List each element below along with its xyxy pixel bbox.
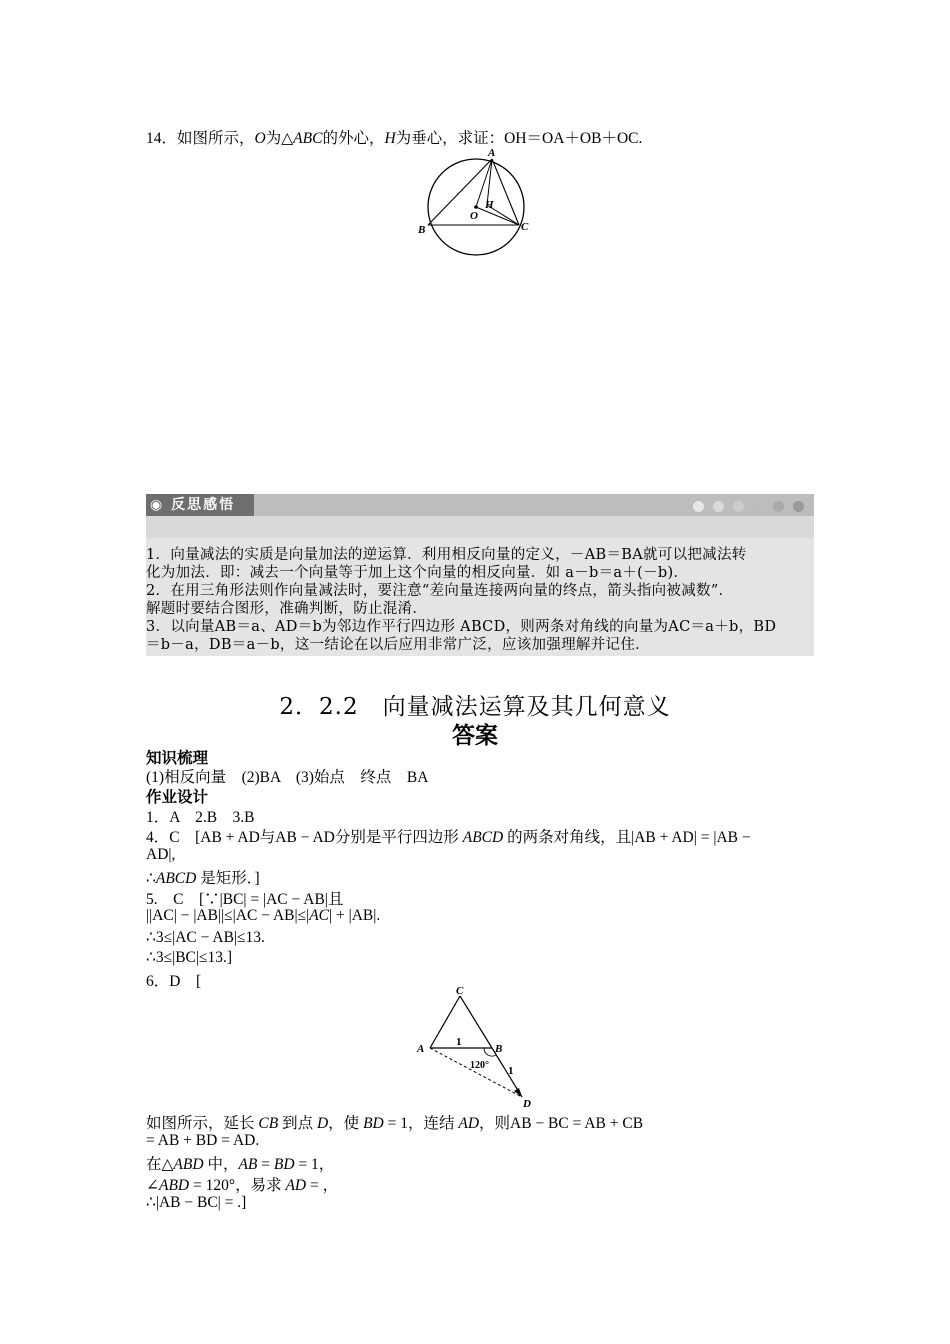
- answer-line: AD|,: [146, 846, 176, 863]
- reflection-tab: ◉ 反思感悟: [146, 494, 254, 516]
- label-b: B: [418, 224, 426, 236]
- reflection-box: [146, 494, 814, 656]
- answer-line: = AB + BD = AD.: [146, 1132, 260, 1149]
- dot-icon: [773, 501, 784, 512]
- heading-knowledge: 知识梳理: [146, 749, 209, 767]
- label-c: C: [521, 221, 529, 233]
- label-a: A: [488, 147, 496, 159]
- label-length-ab: 1: [456, 1036, 462, 1048]
- label-d: D: [523, 1098, 531, 1110]
- answer-line: 4．C [AB + AD与AB − AD分别是平行四边形 ABCD 的两条对角线，且|AB + AD| = |AB −: [146, 829, 751, 846]
- circumcircle-figure: [415, 145, 540, 260]
- label-length-bd: 1: [508, 1065, 514, 1077]
- answer-line: 5. C [∵|BC| = |AC − AB|且: [146, 891, 344, 908]
- reflection-shade: [146, 516, 814, 538]
- section-title: 2．2.2 向量减法运算及其几何意义: [279, 694, 671, 720]
- answer-line: ∴|AB − BC| = .]: [146, 1194, 247, 1211]
- label-h: H: [485, 199, 494, 211]
- arrowhead-icon: [514, 1088, 522, 1097]
- label-b: B: [495, 1043, 503, 1055]
- label-angle: 120°: [470, 1060, 489, 1071]
- reflection-line: 化为加法．即：减去一个向量等于加上这个向量的相反向量．如 a－b＝a＋(－b)．: [146, 565, 689, 581]
- answer-line: 1．A 2.B 3.B: [146, 809, 255, 826]
- answer-line: ∠ABD = 120°，易求 AD = ，: [146, 1177, 339, 1194]
- heading-homework: 作业设计: [146, 788, 209, 806]
- problem-14-statement: 14．如图所示，O为△ABC的外心，H为垂心，求证：OH＝OA＋OB＋OC.: [146, 130, 643, 147]
- dot-icon: [793, 501, 804, 512]
- answer-line: (1)相反向量 (2)BA (3)始点 终点 BA: [146, 769, 429, 786]
- problem-number: 14．: [146, 130, 178, 147]
- answer-line: 在△ABD 中，AB = BD = 1，: [146, 1156, 335, 1173]
- reflection-line: 2．在用三角形法则作向量减法时，要注意“差向量连接两向量的终点，箭头指向被减数”．: [146, 583, 734, 599]
- dot-icon: [693, 501, 704, 512]
- dot-icon: [753, 501, 764, 512]
- reflection-header: [146, 494, 814, 516]
- side-ab: [428, 159, 492, 225]
- dot-icon: [733, 501, 744, 512]
- decorative-dots: [684, 499, 804, 511]
- answer-line: 6．D [: [146, 973, 202, 990]
- reflection-body: [146, 538, 814, 656]
- label-o: O: [470, 210, 478, 222]
- answer-line: ∴3≤|BC|≤13.]: [146, 949, 233, 966]
- reflection-line: 1．向量减法的实质是向量加法的逆运算．利用相反向量的定义，－AB＝BA就可以把减法转: [146, 547, 747, 563]
- dot-icon: [713, 501, 724, 512]
- section-subtitle: 答案: [452, 722, 498, 749]
- reflection-line: ＝b－a，DB＝a－b，这一结论在以后应用非常广泛，应该加强理解并记住．: [146, 637, 650, 653]
- segment-cb: [460, 996, 492, 1048]
- reflection-line: 3．以向量AB＝a、AD＝b为邻边作平行四边形 ABCD，则两条对角线的向量为AC＝a＋b，BD: [146, 619, 777, 635]
- triangle-figure: [410, 982, 540, 1112]
- answer-line: ||AC| − |AB||≤|AC − AB|≤|AC| + |AB|.: [146, 907, 381, 924]
- answer-line: ∴3≤|AC − AB|≤13.: [146, 929, 265, 946]
- point-o: [474, 205, 478, 209]
- answer-line: ∴ABCD 是矩形．]: [146, 870, 260, 887]
- answer-line: 如图所示，延长 CB 到点 D，使 BD = 1，连结 AD，则AB − BC = AB + CB: [146, 1115, 644, 1132]
- label-c: C: [456, 985, 464, 997]
- label-a: A: [417, 1043, 425, 1055]
- reflection-line: 解题时要结合图形，准确判断，防止混淆．: [146, 601, 428, 617]
